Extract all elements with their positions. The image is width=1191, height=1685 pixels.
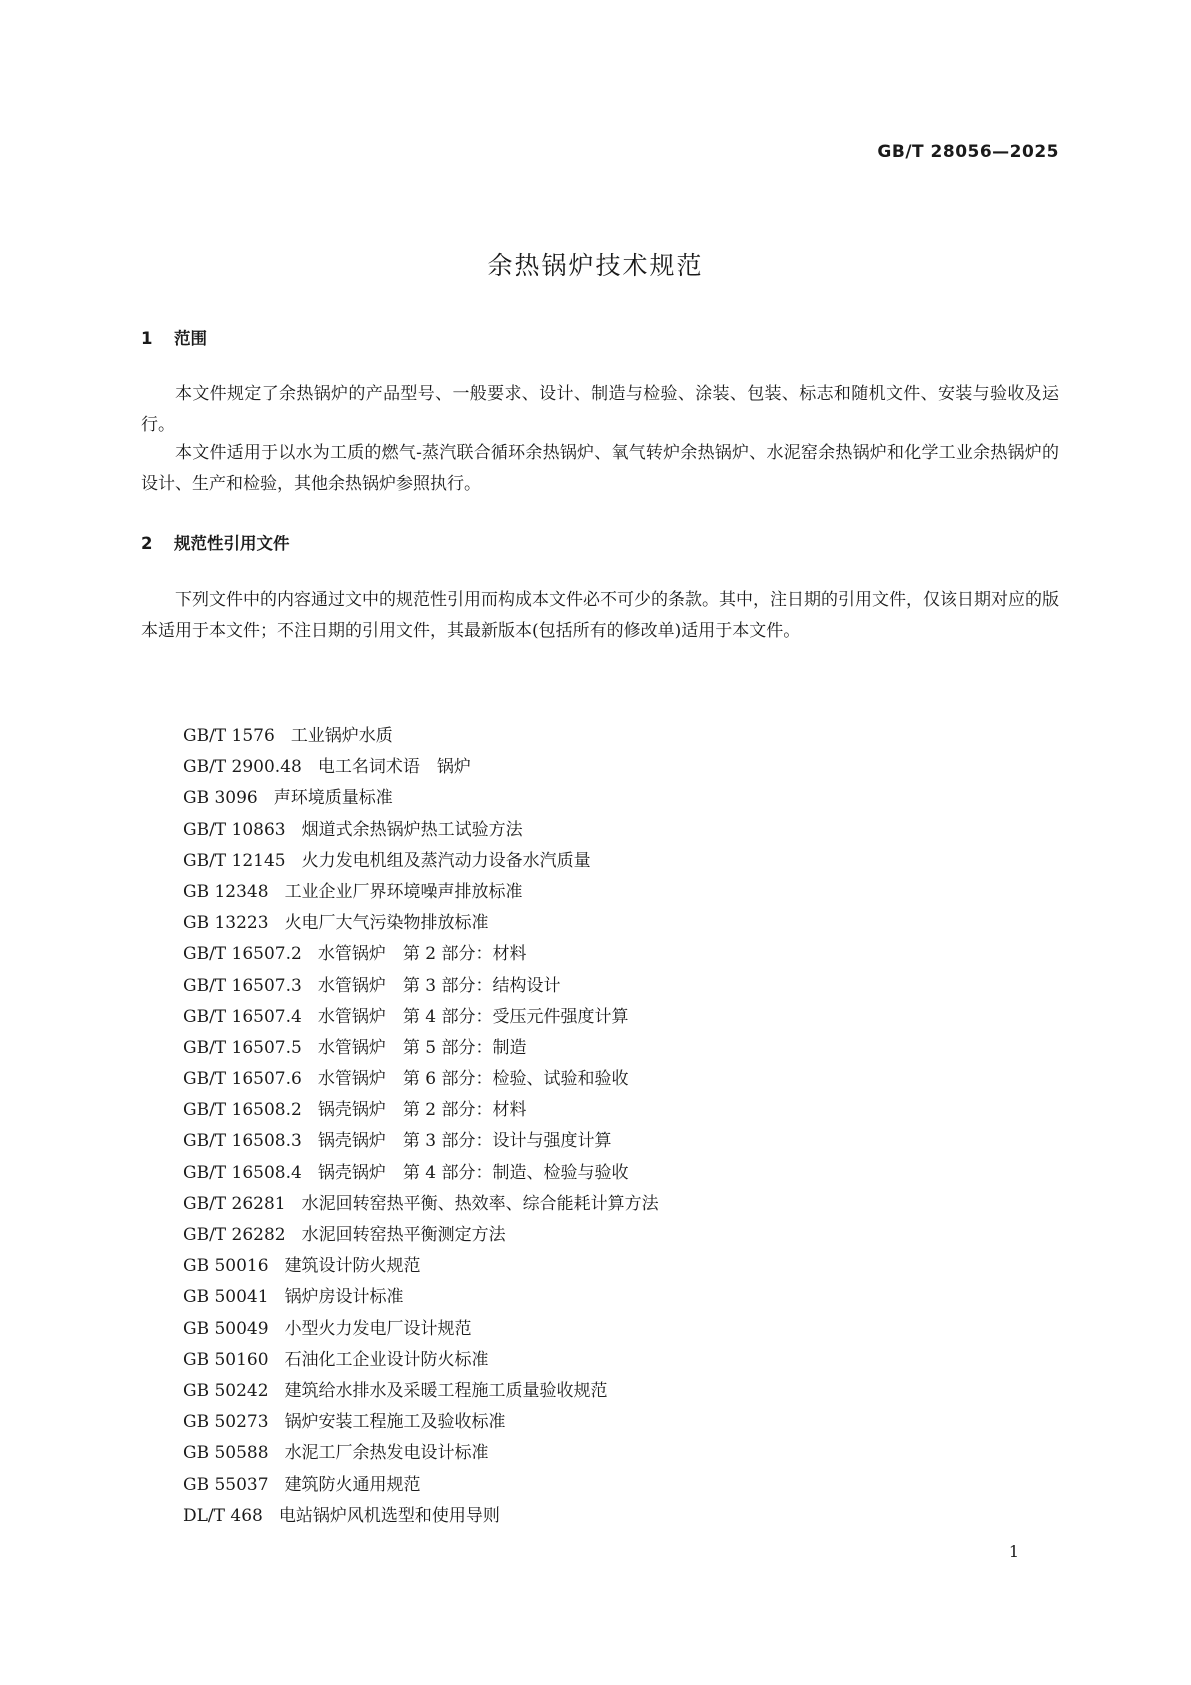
reference-title: 建筑防火通用规范 — [284, 1474, 421, 1495]
reference-code: GB 50041 — [183, 1287, 269, 1308]
page-number: 1 — [1008, 1542, 1019, 1561]
reference-item — [183, 1345, 659, 1376]
reference-list — [183, 721, 659, 1532]
reference-title: 锅炉房设计标准 — [284, 1287, 404, 1308]
reference-item — [183, 752, 659, 783]
reference-item — [183, 1220, 659, 1251]
reference-item — [183, 908, 659, 939]
reference-title: 水泥工厂余热发电设计标准 — [284, 1443, 489, 1464]
reference-code: GB 3096 — [183, 788, 258, 809]
reference-title: 水管锅炉 第 2 部分：材料 — [317, 944, 527, 965]
reference-title: 锅壳锅炉 第 2 部分：材料 — [317, 1100, 527, 1121]
reference-title: 火力发电机组及蒸汽动力设备水汽质量 — [301, 850, 591, 871]
reference-item — [183, 1407, 659, 1438]
section-title: 规范性引用文件 — [174, 534, 290, 553]
reference-code: GB 50160 — [183, 1349, 269, 1370]
reference-item — [183, 1158, 659, 1189]
reference-item — [183, 1033, 659, 1064]
reference-title: 电站锅炉风机选型和使用导则 — [278, 1505, 500, 1526]
reference-item — [183, 783, 659, 814]
section-heading-scope — [141, 325, 207, 349]
reference-code: GB/T 1576 — [183, 726, 275, 746]
reference-title: 石油化工企业设计防火标准 — [284, 1349, 489, 1370]
reference-item — [183, 1282, 659, 1313]
reference-title: 水管锅炉 第 5 部分：制造 — [317, 1037, 527, 1058]
reference-item — [183, 1126, 659, 1157]
reference-code: GB/T 16508.3 — [183, 1131, 302, 1152]
reference-title: 水管锅炉 第 6 部分：检验、试验和验收 — [317, 1069, 629, 1090]
paragraph: 本文件规定了余热锅炉的产品型号、一般要求、设计、制造与检验、涂装、包装、标志和随机文件、安装与验收及运行。 — [141, 384, 1059, 435]
reference-item — [183, 1314, 659, 1345]
reference-title: 建筑设计防火规范 — [284, 1256, 421, 1277]
reference-code: GB 50588 — [183, 1443, 269, 1464]
reference-code: GB/T 26282 — [183, 1225, 286, 1245]
section-number: 1 — [141, 329, 153, 348]
reference-code: GB/T 16507.3 — [183, 975, 302, 996]
reference-code: GB 55037 — [183, 1474, 269, 1495]
section-number: 2 — [141, 534, 153, 553]
reference-code: GB 50049 — [183, 1318, 269, 1339]
reference-title: 建筑给水排水及采暖工程施工质量验收规范 — [284, 1380, 608, 1401]
reference-title: 电工名词术语 锅炉 — [317, 757, 471, 778]
reference-code: GB/T 16508.4 — [183, 1162, 302, 1183]
reference-code: GB/T 16507.4 — [183, 1006, 302, 1027]
reference-code: GB/T 12145 — [183, 850, 286, 871]
reference-item — [183, 1376, 659, 1407]
reference-title: 锅壳锅炉 第 3 部分：设计与强度计算 — [317, 1131, 612, 1152]
reference-title: 烟道式余热锅炉热工试验方法 — [301, 819, 523, 840]
paragraph: 本文件适用于以水为工质的燃气-蒸汽联合循环余热锅炉、氧气转炉余热锅炉、水泥窑余热锅炉和化学工业余热锅炉的设计、生产和检验，其他余热锅炉参照执行。 — [141, 443, 1059, 494]
reference-item — [183, 939, 659, 970]
paragraph: 下列文件中的内容通过文中的规范性引用而构成本文件必不可少的条款。其中，注日期的引用文件，仅该日期对应的版本适用于本文件；不注日期的引用文件，其最新版本(包括所有的修改单)适用于本文件。 — [141, 590, 1059, 641]
reference-title: 火电厂大气污染物排放标准 — [284, 913, 489, 934]
reference-item — [183, 721, 659, 752]
document-code: GB/T 28056—2025 — [877, 142, 1059, 162]
reference-title: 工业锅炉水质 — [290, 726, 393, 746]
reference-title: 锅炉安装工程施工及验收标准 — [284, 1412, 506, 1433]
reference-code: GB/T 2900.48 — [183, 757, 302, 778]
section-heading-normative-references — [141, 530, 290, 554]
reference-code: GB/T 16507.5 — [183, 1037, 302, 1058]
reference-item — [183, 971, 659, 1002]
reference-item — [183, 877, 659, 908]
reference-item — [183, 1470, 659, 1501]
reference-item — [183, 846, 659, 877]
reference-code: GB/T 16507.2 — [183, 944, 302, 965]
reference-title: 小型火力发电厂设计规范 — [284, 1318, 472, 1339]
section-title: 范围 — [174, 329, 207, 348]
reference-code: GB/T 10863 — [183, 819, 286, 840]
reference-code: GB 13223 — [183, 913, 269, 934]
reference-item — [183, 1501, 659, 1532]
reference-title: 水管锅炉 第 4 部分：受压元件强度计算 — [317, 1006, 629, 1027]
reference-item — [183, 1064, 659, 1095]
reference-code: GB/T 26281 — [183, 1193, 286, 1214]
reference-code: GB 50016 — [183, 1256, 269, 1277]
reference-item — [183, 1438, 659, 1469]
reference-title: 声环境质量标准 — [273, 788, 393, 809]
reference-item — [183, 1251, 659, 1282]
reference-code: GB 12348 — [183, 881, 269, 902]
document-title: 余热锅炉技术规范 — [487, 251, 704, 280]
reference-code: GB 50242 — [183, 1380, 269, 1401]
reference-code: GB 50273 — [183, 1412, 269, 1433]
reference-code: GB/T 16508.2 — [183, 1100, 302, 1121]
reference-item — [183, 815, 659, 846]
reference-title: 水管锅炉 第 3 部分：结构设计 — [317, 975, 561, 996]
reference-title: 工业企业厂界环境噪声排放标准 — [284, 881, 523, 902]
reference-code: GB/T 16507.6 — [183, 1069, 302, 1090]
reference-code: DL/T 468 — [183, 1505, 263, 1526]
reference-item — [183, 1189, 659, 1220]
reference-title: 锅壳锅炉 第 4 部分：制造、检验与验收 — [317, 1162, 629, 1183]
reference-title: 水泥回转窑热平衡、热效率、综合能耗计算方法 — [301, 1193, 659, 1214]
reference-item — [183, 1095, 659, 1126]
reference-item — [183, 1002, 659, 1033]
reference-title: 水泥回转窑热平衡测定方法 — [301, 1225, 506, 1245]
